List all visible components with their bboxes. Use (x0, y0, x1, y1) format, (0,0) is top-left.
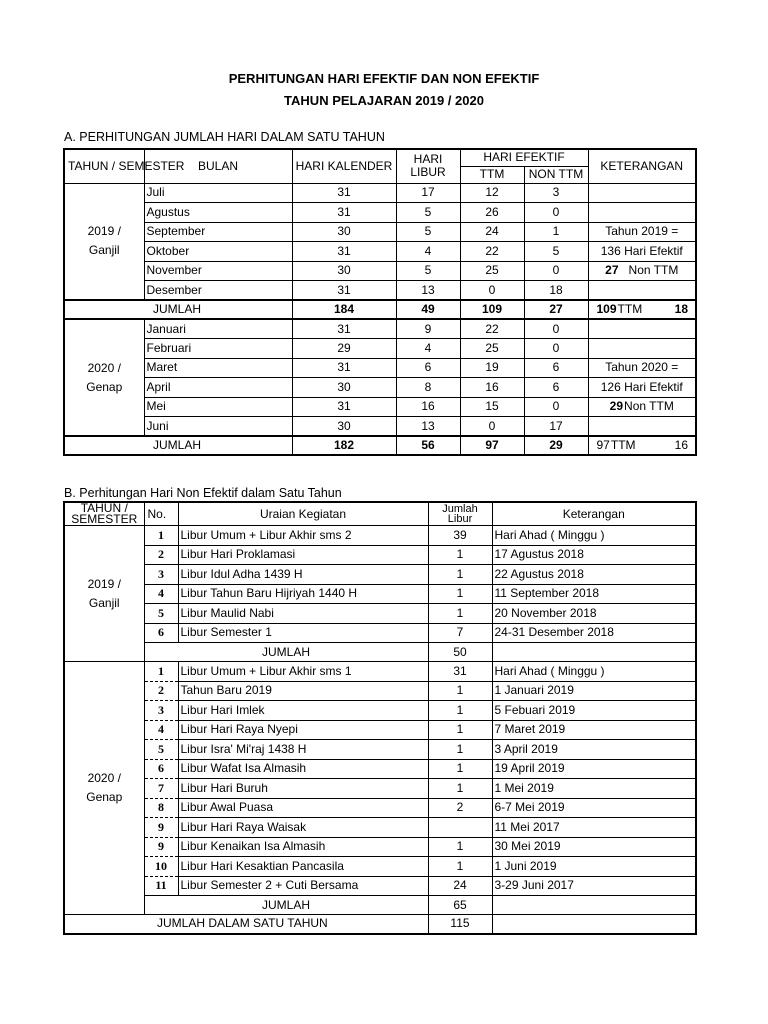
hari-libur-value: 4 (396, 339, 460, 359)
keterangan-value (588, 183, 696, 203)
hari-kalender-value: 31 (292, 242, 396, 262)
month-name: Mei (144, 397, 292, 417)
total-keterangan (588, 436, 696, 455)
activity-row (64, 662, 696, 682)
activity-description: Libur Isra' Mi'raj 1438 H (178, 740, 428, 760)
hari-kalender-value: 31 (292, 183, 396, 203)
ttm-value: 26 (460, 203, 524, 223)
activity-number: 1 (144, 526, 178, 546)
header-keterangan: KETERANGAN (588, 149, 696, 183)
header-semester: TAHUN / SEMESTER (64, 149, 144, 183)
keterangan-value: Tahun 2019 = (588, 222, 696, 242)
month-row (64, 397, 696, 417)
header-b-no: No. (144, 502, 178, 526)
activity-number: 2 (144, 545, 178, 565)
activity-note: 11 Mei 2017 (492, 818, 696, 838)
activity-description: Libur Awal Puasa (178, 798, 428, 818)
keterangan-non-ttm-number: 27 (605, 263, 619, 278)
total-days: 50 (428, 643, 492, 662)
month-row (64, 203, 696, 223)
activity-note: 3 April 2019 (492, 740, 696, 760)
activity-number: 9 (144, 818, 178, 838)
header-ttm: TTM (460, 166, 524, 183)
activity-note: 30 Mei 2019 (492, 837, 696, 857)
month-name: November (144, 261, 292, 281)
semester-year: 2020 / (87, 360, 121, 375)
month-name: April (144, 378, 292, 398)
total-non-ttm: 27 (524, 300, 588, 319)
activity-row (64, 798, 696, 818)
activity-row (64, 584, 696, 604)
section-b-heading: B. Perhitungan Hari Non Efektif dalam Satu Tahun (64, 486, 342, 500)
activity-note: 1 Mei 2019 (492, 779, 696, 799)
activity-description: Libur Umum + Libur Akhir sms 1 (178, 662, 428, 682)
header-hari-kalender: HARI KALENDER (292, 149, 396, 183)
activity-days: 1 (428, 720, 492, 740)
total-hari-kalender: 184 (292, 300, 396, 319)
activity-description: Libur Idul Adha 1439 H (178, 565, 428, 585)
activity-number: 3 (144, 565, 178, 585)
ttm-value: 24 (460, 222, 524, 242)
activity-number: 10 (144, 857, 178, 877)
month-row (64, 358, 696, 378)
document-subtitle: TAHUN PELAJARAN 2019 / 2020 (284, 93, 484, 108)
activity-description: Libur Hari Raya Waisak (178, 818, 428, 838)
hari-libur-value: 4 (396, 242, 460, 262)
hari-libur-value: 5 (396, 261, 460, 281)
ttm-value: 0 (460, 417, 524, 437)
non-ttm-value: 0 (524, 203, 588, 223)
month-row (64, 222, 696, 242)
grand-total-label: JUMLAH DALAM SATU TAHUN (64, 915, 428, 934)
activity-note: 5 Febuari 2019 (492, 701, 696, 721)
non-ttm-value: 0 (524, 397, 588, 417)
activity-description: Libur Semester 1 (178, 623, 428, 643)
total-row (64, 300, 696, 319)
table-a (63, 148, 697, 456)
keterangan-value (588, 339, 696, 359)
hari-kalender-value: 31 (292, 397, 396, 417)
hari-kalender-value: 30 (292, 417, 396, 437)
total-label: JUMLAH (64, 436, 292, 455)
activity-note: Hari Ahad ( Minggu ) (492, 526, 696, 546)
activity-days: 1 (428, 565, 492, 585)
month-row (64, 417, 696, 437)
activity-row (64, 876, 696, 896)
activity-days: 1 (428, 681, 492, 701)
activity-note: 7 Maret 2019 (492, 720, 696, 740)
ttm-value: 0 (460, 281, 524, 301)
activity-row (64, 740, 696, 760)
activity-number: 5 (144, 604, 178, 624)
semester-label (64, 662, 144, 915)
hari-libur-value: 16 (396, 397, 460, 417)
total-label: JUMLAH (64, 300, 292, 319)
hari-kalender-value: 30 (292, 222, 396, 242)
total-keterangan-extra: 18 (674, 302, 688, 316)
activity-description: Libur Maulid Nabi (178, 604, 428, 624)
total-keterangan-text: TTM (617, 302, 643, 316)
activity-days: 1 (428, 759, 492, 779)
ttm-value: 25 (460, 261, 524, 281)
keterangan-value (588, 281, 696, 301)
semester-label (64, 319, 144, 436)
non-ttm-value: 17 (524, 417, 588, 437)
ttm-value: 12 (460, 183, 524, 203)
month-name: Maret (144, 358, 292, 378)
activity-row (64, 779, 696, 799)
hari-kalender-value: 31 (292, 319, 396, 339)
activity-number: 6 (144, 623, 178, 643)
semester-name: Genap (86, 379, 123, 394)
keterangan-non-ttm-text: Non TTM (628, 263, 679, 278)
total-label: JUMLAH (144, 643, 428, 662)
header-bulan: BULAN (144, 149, 292, 183)
total-hari-libur: 49 (396, 300, 460, 319)
activity-days: 1 (428, 584, 492, 604)
activity-note: 17 Agustus 2018 (492, 545, 696, 565)
month-name: Januari (144, 319, 292, 339)
activity-description: Libur Umum + Libur Akhir sms 2 (178, 526, 428, 546)
hari-kalender-value: 31 (292, 358, 396, 378)
hari-libur-value: 9 (396, 319, 460, 339)
keterangan-non-ttm (588, 397, 696, 417)
total-ttm: 97 (460, 436, 524, 455)
total-row (64, 643, 696, 662)
header-b-semester: TAHUN / SEMESTER (64, 502, 144, 526)
activity-description: Libur Hari Buruh (178, 779, 428, 799)
header-non-ttm: NON TTM (524, 166, 588, 183)
activity-number: 2 (144, 681, 178, 701)
activity-note: Hari Ahad ( Minggu ) (492, 662, 696, 682)
activity-days: 1 (428, 740, 492, 760)
activity-note: 11 September 2018 (492, 584, 696, 604)
activity-row (64, 857, 696, 877)
activity-note: 1 Juni 2019 (492, 857, 696, 877)
month-name: Juli (144, 183, 292, 203)
activity-number: 4 (144, 720, 178, 740)
activity-description: Libur Tahun Baru Hijriyah 1440 H (178, 584, 428, 604)
activity-number: 4 (144, 584, 178, 604)
keterangan-value: 126 Hari Efektif (588, 378, 696, 398)
ttm-value: 22 (460, 242, 524, 262)
month-name: Juni (144, 417, 292, 437)
activity-description: Libur Hari Raya Nyepi (178, 720, 428, 740)
activity-note: 3-29 Juni 2017 (492, 876, 696, 896)
semester-year: 2019 / (87, 576, 121, 591)
keterangan-value: 136 Hari Efektif (588, 242, 696, 262)
hari-kalender-value: 31 (292, 203, 396, 223)
activity-description: Libur Hari Kesaktian Pancasila (178, 857, 428, 877)
activity-row (64, 526, 696, 546)
activity-number: 1 (144, 662, 178, 682)
activity-days: 1 (428, 545, 492, 565)
hari-kalender-value: 30 (292, 378, 396, 398)
month-row (64, 183, 696, 203)
activity-description: Libur Hari Proklamasi (178, 545, 428, 565)
activity-row (64, 701, 696, 721)
activity-days: 24 (428, 876, 492, 896)
activity-description: Libur Semester 2 + Cuti Bersama (178, 876, 428, 896)
grand-total-value: 115 (428, 915, 492, 934)
table-b-semester-2 (64, 662, 696, 915)
keterangan-non-ttm-text: Non TTM (624, 399, 674, 414)
non-ttm-value: 3 (524, 183, 588, 203)
ttm-value: 19 (460, 358, 524, 378)
header-b-uraian: Uraian Kegiatan (178, 502, 428, 526)
total-keterangan (588, 300, 696, 319)
total-non-ttm: 29 (524, 436, 588, 455)
activity-row (64, 720, 696, 740)
semester-label (64, 526, 144, 662)
activity-description: Tahun Baru 2019 (178, 681, 428, 701)
hari-libur-value: 13 (396, 281, 460, 301)
non-ttm-value: 6 (524, 358, 588, 378)
activity-row (64, 565, 696, 585)
non-ttm-value: 18 (524, 281, 588, 301)
non-ttm-value: 0 (524, 261, 588, 281)
month-row (64, 378, 696, 398)
month-row (64, 319, 696, 339)
ttm-value: 15 (460, 397, 524, 417)
total-label: JUMLAH (144, 896, 428, 915)
keterangan-non-ttm-number: 29 (609, 399, 624, 414)
activity-note: 24-31 Desember 2018 (492, 623, 696, 643)
hari-kalender-value: 30 (292, 261, 396, 281)
activity-note: 6-7 Mei 2019 (492, 798, 696, 818)
activity-description: Libur Kenaikan Isa Almasih (178, 837, 428, 857)
activity-number: 9 (144, 837, 178, 857)
activity-days: 2 (428, 798, 492, 818)
total-ttm: 109 (460, 300, 524, 319)
month-row (64, 281, 696, 301)
month-name: Desember (144, 281, 292, 301)
activity-number: 11 (144, 876, 178, 896)
activity-days: 7 (428, 623, 492, 643)
activity-days: 1 (428, 701, 492, 721)
activity-days: 1 (428, 837, 492, 857)
month-name: Oktober (144, 242, 292, 262)
activity-note: 19 April 2019 (492, 759, 696, 779)
activity-row (64, 837, 696, 857)
non-ttm-value: 1 (524, 222, 588, 242)
total-row (64, 436, 696, 455)
activity-note: 20 November 2018 (492, 604, 696, 624)
month-name: Februari (144, 339, 292, 359)
activity-row (64, 818, 696, 838)
hari-libur-value: 8 (396, 378, 460, 398)
activity-number: 8 (144, 798, 178, 818)
month-name: Agustus (144, 203, 292, 223)
non-ttm-value: 5 (524, 242, 588, 262)
activity-description: Libur Wafat Isa Almasih (178, 759, 428, 779)
activity-note: 1 Januari 2019 (492, 681, 696, 701)
hari-libur-value: 5 (396, 203, 460, 223)
activity-number: 5 (144, 740, 178, 760)
total-keterangan-text: TTM (610, 438, 636, 452)
activity-row (64, 681, 696, 701)
semester-label (64, 183, 144, 300)
table-b-semester-1 (64, 526, 696, 662)
header-b-jumlah: Jumlah Libur (428, 502, 492, 526)
activity-row (64, 623, 696, 643)
month-name: September (144, 222, 292, 242)
keterangan-value (588, 319, 696, 339)
activity-days: 1 (428, 604, 492, 624)
keterangan-value: Tahun 2020 = (588, 358, 696, 378)
hari-kalender-value: 31 (292, 281, 396, 301)
table-a-semester-2 (64, 319, 696, 455)
hari-libur-value: 6 (396, 358, 460, 378)
keterangan-value (588, 203, 696, 223)
activity-number: 7 (144, 779, 178, 799)
semester-name: Ganjil (88, 243, 120, 258)
activity-days: 1 (428, 779, 492, 799)
total-keterangan-extra: 16 (674, 438, 688, 452)
non-ttm-value: 0 (524, 319, 588, 339)
activity-days: 1 (428, 857, 492, 877)
header-b-keterangan: Keterangan (492, 502, 696, 526)
activity-description: Libur Hari Imlek (178, 701, 428, 721)
semester-name: Genap (86, 790, 123, 804)
semester-year: 2020 / (87, 771, 121, 785)
activity-days: 31 (428, 662, 492, 682)
activity-row (64, 604, 696, 624)
month-row (64, 261, 696, 281)
semester-year: 2019 / (87, 224, 121, 239)
non-ttm-value: 0 (524, 339, 588, 359)
activity-days (428, 818, 492, 838)
grand-total-keterangan (492, 915, 696, 934)
header-hari-libur: HARI LIBUR (396, 149, 460, 183)
hari-kalender-value: 29 (292, 339, 396, 359)
ttm-value: 22 (460, 319, 524, 339)
total-hari-kalender: 182 (292, 436, 396, 455)
section-a-heading: A. PERHITUNGAN JUMLAH HARI DALAM SATU TAHUN (64, 130, 385, 144)
total-hari-libur: 56 (396, 436, 460, 455)
non-ttm-value: 6 (524, 378, 588, 398)
total-row (64, 896, 696, 915)
total-days: 65 (428, 896, 492, 915)
ttm-value: 16 (460, 378, 524, 398)
activity-row (64, 545, 696, 565)
hari-libur-value: 5 (396, 222, 460, 242)
activity-note: 22 Agustus 2018 (492, 565, 696, 585)
month-row (64, 339, 696, 359)
activity-days: 39 (428, 526, 492, 546)
total-note (492, 643, 696, 662)
table-b (63, 501, 697, 935)
header-hari-efektif: HARI EFEKTIF (460, 149, 588, 166)
keterangan-value (588, 417, 696, 437)
activity-number: 3 (144, 701, 178, 721)
hari-libur-value: 13 (396, 417, 460, 437)
semester-name: Ganjil (88, 595, 120, 610)
activity-row (64, 759, 696, 779)
total-note (492, 896, 696, 915)
activity-number: 6 (144, 759, 178, 779)
keterangan-non-ttm (588, 261, 696, 281)
table-a-semester-1 (64, 183, 696, 319)
hari-libur-value: 17 (396, 183, 460, 203)
total-keterangan-number: 97 (596, 438, 610, 452)
total-keterangan-number: 109 (596, 302, 617, 316)
ttm-value: 25 (460, 339, 524, 359)
month-row (64, 242, 696, 262)
document-title: PERHITUNGAN HARI EFEKTIF DAN NON EFEKTIF (228, 71, 540, 86)
